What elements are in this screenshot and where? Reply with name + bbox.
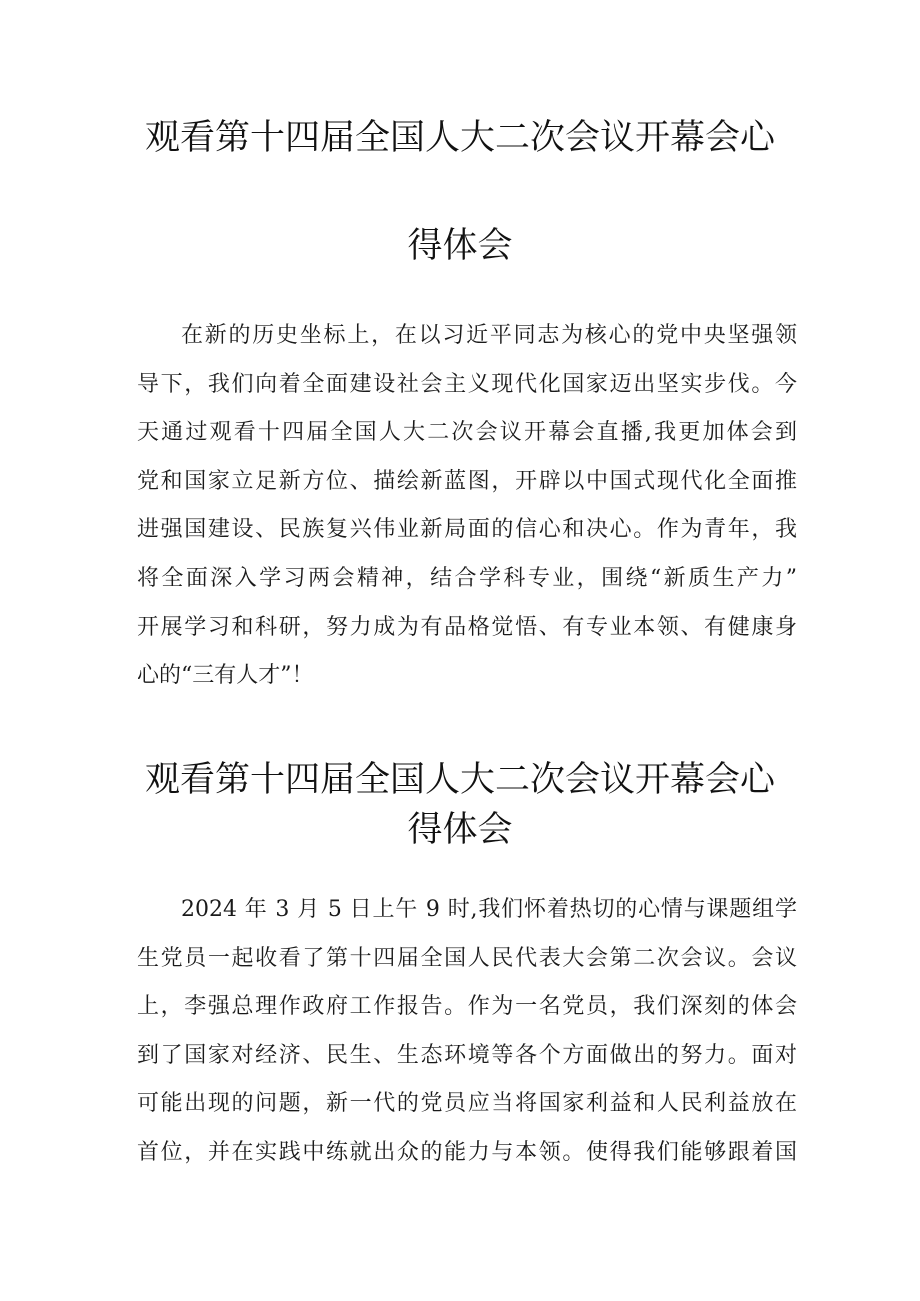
article2-line: 生党员一起收看了第十四届全国人民代表大会第二次会议。会议 — [137, 945, 797, 971]
article1-title-line2: 得体会 — [407, 226, 513, 266]
article1-paragraph — [137, 312, 797, 701]
article1-line: 导下，我们向着全面建设社会主义现代化国家迈出坚实步伐。今 — [137, 371, 797, 397]
article1-line: 进强国建设、民族复兴伟业新局面的信心和决心。作为青年，我 — [137, 517, 797, 543]
article2-line: 上，李强总理作政府工作报告。作为一名党员，我们深刻的体会 — [137, 994, 797, 1020]
article2-title-line1: 观看第十四届全国人大二次会议开幕会心 — [144, 760, 775, 800]
article1-line: 将全面深入学习两会精神，结合学科专业，围绕“新质生产力” — [137, 565, 797, 591]
article2-paragraph — [137, 886, 797, 1178]
article2-line: 到了国家对经济、民生、生态环境等各个方面做出的努力。面对 — [137, 1042, 797, 1068]
article1-line: 党和国家立足新方位、描绘新蓝图，开辟以中国式现代化全面推 — [137, 468, 797, 494]
article1-title-line1: 观看第十四届全国人大二次会议开幕会心 — [144, 118, 775, 158]
article1-line: 心的“三有人才”！ — [137, 663, 314, 689]
article2-title-line2: 得体会 — [407, 810, 513, 850]
article2-line: 2024 年 3 月 5 日上午 9 时,我们怀着热切的心情与课题组学 — [181, 897, 797, 922]
article1-line: 开展学习和科研，努力成为有品格觉悟、有专业本领、有健康身 — [137, 614, 797, 640]
article1-line: 天通过观看十四届全国人大二次会议开幕会直播,我更加体会到 — [137, 420, 797, 446]
article2-line: 首位，并在实践中练就出众的能力与本领。使得我们能够跟着国 — [137, 1139, 797, 1165]
article2-line: 可能出现的问题，新一代的党员应当将国家利益和人民利益放在 — [137, 1091, 797, 1117]
article1-line: 在新的历史坐标上，在以习近平同志为核心的党中央坚强领 — [181, 323, 797, 348]
